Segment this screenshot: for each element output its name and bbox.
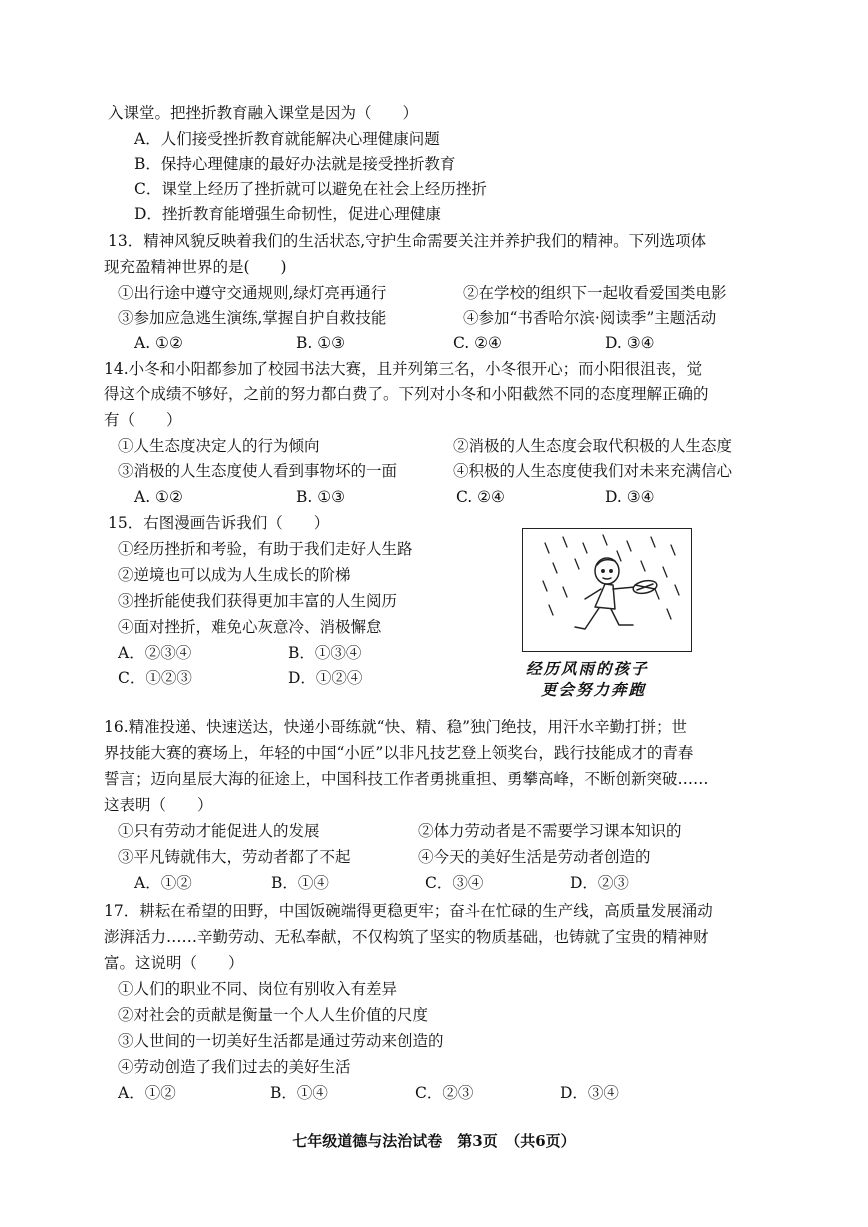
q14-statement-3: ③消极的人生态度使人看到事物坏的一面 bbox=[118, 462, 398, 480]
q14-statement-1: ①人生态度决定人的行为倾向 bbox=[118, 437, 320, 455]
q12-option-a: A．人们接受挫折教育就能解决心理健康问题 bbox=[134, 130, 440, 148]
q17-choice-b: B．①④ bbox=[270, 1084, 328, 1102]
cartoon-caption-line2: 更会努力奔跑 bbox=[541, 681, 647, 699]
q15-choice-a: A．②③④ bbox=[118, 644, 192, 662]
q15-statement-2: ②逆境也可以成为人生成长的阶梯 bbox=[118, 566, 351, 584]
cartoon-illustration bbox=[522, 528, 692, 652]
q14-statement-4: ④积极的人生态度使我们对未来充满信心 bbox=[453, 462, 733, 480]
q17-stem-line2: 澎湃活力……辛勤劳动、无私奉献，不仅构筑了坚实的物质基础，也铸就了宝贵的精神财 bbox=[104, 928, 709, 946]
q16-choice-c: C．③④ bbox=[425, 874, 484, 892]
q17-statement-3: ③人世间的一切美好生活都是通过劳动来创造的 bbox=[118, 1032, 444, 1050]
q17-statement-4: ④劳动创造了我们过去的美好生活 bbox=[118, 1058, 351, 1076]
q14-stem-line3: 有（ ） bbox=[104, 411, 182, 429]
cartoon-caption-line1: 经历风雨的孩子 bbox=[526, 660, 649, 678]
q17-choice-d: D．③④ bbox=[560, 1084, 619, 1102]
q17-statement-2: ②对社会的贡献是衡量一个人人生价值的尺度 bbox=[118, 1006, 429, 1024]
q15-choice-c: C．①②③ bbox=[118, 669, 192, 687]
q14-choice-d: D. ③④ bbox=[605, 488, 655, 506]
q16-statement-3: ③平凡铸就伟大，劳动者都了不起 bbox=[118, 848, 351, 866]
q13-choice-b: B. ①③ bbox=[296, 334, 346, 352]
q16-statement-4: ④今天的美好生活是劳动者创造的 bbox=[418, 848, 651, 866]
q16-choice-b: B．①④ bbox=[271, 874, 329, 892]
q16-stem-line3: 誓言；迈向星辰大海的征途上，中国科技工作者勇挑重担、勇攀高峰，不断创新突破…… bbox=[104, 770, 709, 788]
q14-choice-a: A. ①② bbox=[134, 488, 183, 506]
q13-statement-4: ④参加“书香哈尔滨·阅读季”主题活动 bbox=[463, 309, 717, 327]
q16-stem-line2: 界技能大赛的赛场上，年轻的中国“小匠”以非凡技艺登上领奖台，践行技能成才的青春 bbox=[104, 744, 694, 762]
q14-statement-2: ②消极的人生态度会取代积极的人生态度 bbox=[453, 437, 733, 455]
q13-statement-2: ②在学校的组织下一起收看爱国类电影 bbox=[463, 284, 727, 302]
q15-choice-b: B．①③④ bbox=[288, 644, 362, 662]
q12-option-c: C．课堂上经历了挫折就可以避免在社会上经历挫折 bbox=[134, 180, 487, 198]
q15-choice-d: D．①②④ bbox=[288, 669, 363, 687]
q16-stem-line1: 16.精准投递、快速送达，快递小哥练就“快、精、稳”独门绝技，用汗水辛勤打拼；世 bbox=[104, 718, 688, 736]
q13-statement-3: ③参加应急逃生演练,掌握自护自救技能 bbox=[118, 309, 387, 327]
q12-option-b: B．保持心理健康的最好办法就是接受挫折教育 bbox=[134, 155, 456, 173]
q14-stem-line1: 14.小冬和小阳都参加了校园书法大赛，且并列第三名，小冬很开心；而小阳很沮丧，觉 bbox=[104, 360, 703, 378]
q13-stem-line2: 现充盈精神世界的是( ) bbox=[104, 258, 287, 276]
q16-statement-2: ②体力劳动者是不需要学习课本知识的 bbox=[418, 822, 682, 840]
q15-statement-1: ①经历挫折和考验，有助于我们走好人生路 bbox=[118, 540, 413, 558]
q16-statement-1: ①只有劳动才能促进人的发展 bbox=[118, 822, 320, 840]
q13-choice-d: D. ③④ bbox=[605, 334, 655, 352]
q16-choice-a: A．①② bbox=[134, 874, 192, 892]
q17-statement-1: ①人们的职业不同、岗位有别收入有差异 bbox=[118, 980, 398, 998]
q17-stem-line3: 富。这说明（ ） bbox=[104, 954, 244, 972]
q16-choice-d: D．②③ bbox=[570, 874, 629, 892]
q12-stem-continuation: 入课堂。把挫折教育融入课堂是因为（ ） bbox=[108, 104, 419, 122]
q14-stem-line2: 得这个成绩不够好，之前的努力都白费了。下列对小冬和小阳截然不同的态度理解正确的 bbox=[104, 385, 709, 403]
running-child-in-rain-icon bbox=[523, 529, 690, 650]
q13-statement-1: ①出行途中遵守交通规则,绿灯亮再通行 bbox=[118, 284, 387, 302]
q17-choice-a: A．①② bbox=[118, 1084, 176, 1102]
page-footer: 七年级道德与法治试卷 第3页 （共6页） bbox=[292, 1132, 576, 1150]
q12-option-d: D．挫折教育能增强生命韧性，促进心理健康 bbox=[134, 205, 441, 223]
q13-choice-c: C. ②④ bbox=[453, 334, 502, 352]
q14-choice-b: B. ①③ bbox=[296, 488, 346, 506]
q16-stem-line4: 这表明（ ） bbox=[104, 796, 213, 814]
q17-stem-line1: 17．耕耘在希望的田野，中国饭碗端得更稳更牢；奋斗在忙碌的生产线，高质量发展涌动 bbox=[104, 902, 713, 920]
q15-statement-3: ③挫折能使我们获得更加丰富的人生阅历 bbox=[118, 592, 398, 610]
q13-stem-line1: 13．精神风貌反映着我们的生活状态,守护生命需要关注并养护我们的精神。下列选项体 bbox=[108, 232, 707, 250]
q14-choice-c: C. ②④ bbox=[456, 488, 505, 506]
q13-choice-a: A. ①② bbox=[134, 334, 183, 352]
q15-stem: 15．右图漫画告诉我们（ ） bbox=[108, 514, 330, 532]
q15-statement-4: ④面对挫折，难免心灰意冷、消极懈怠 bbox=[118, 618, 382, 636]
q17-choice-c: C．②③ bbox=[415, 1084, 474, 1102]
